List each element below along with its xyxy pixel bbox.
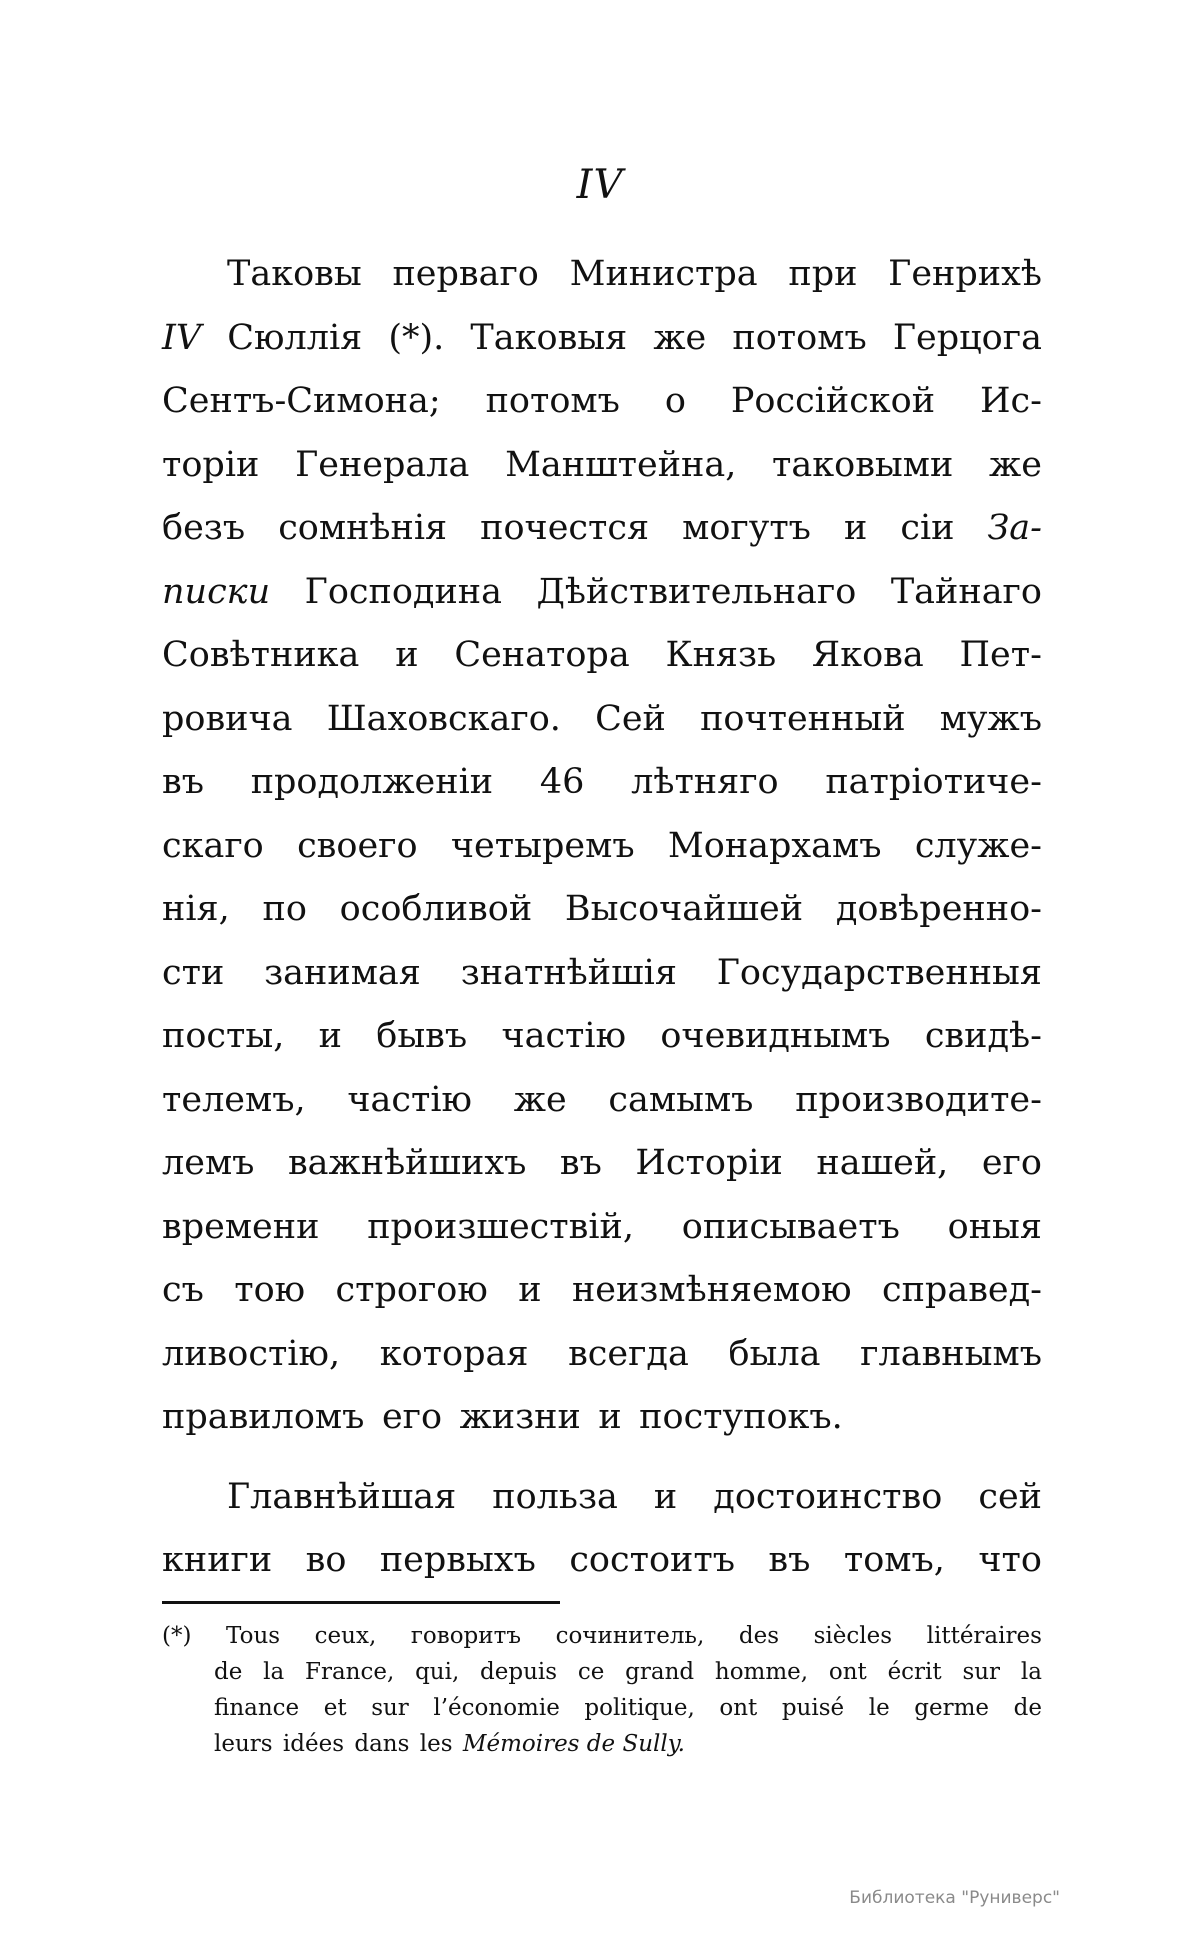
text-line	[162, 1259, 1042, 1323]
word: свидѣ-	[924, 1016, 1042, 1056]
word: de	[1013, 1695, 1042, 1721]
word: Тайнаго	[890, 571, 1042, 612]
word: Сей	[595, 698, 666, 739]
word: Князь	[665, 635, 777, 675]
word: жизни	[459, 1397, 581, 1437]
word: Главнѣйшая	[227, 1476, 457, 1517]
word: germe	[914, 1695, 990, 1721]
word: Исторіи	[635, 1143, 783, 1183]
text-line	[162, 624, 1042, 688]
word: говоритъ	[410, 1623, 521, 1649]
word: ont	[828, 1659, 867, 1685]
text-line	[162, 1386, 1042, 1450]
word: оныя	[947, 1206, 1042, 1247]
word: могутъ	[682, 508, 811, 548]
word: особливой	[339, 889, 533, 929]
text-line	[162, 561, 1042, 625]
word: Ис-	[980, 381, 1042, 421]
word: лемъ	[162, 1143, 255, 1183]
word: нашей,	[816, 1143, 949, 1183]
word: IV	[162, 317, 202, 358]
word: перваго	[392, 254, 539, 294]
word: томъ,	[843, 1540, 945, 1580]
word: при	[788, 254, 858, 294]
word: произшествій,	[367, 1206, 634, 1247]
word: Государственныя	[716, 952, 1042, 993]
word: Россійской	[730, 381, 936, 421]
word: сей	[978, 1476, 1042, 1517]
text-line	[162, 1005, 1042, 1069]
word: сомнѣнія	[278, 508, 448, 548]
word: politique,	[584, 1695, 695, 1721]
word: leurs	[214, 1731, 273, 1757]
word: довѣренно-	[835, 889, 1042, 929]
word: своего	[297, 825, 418, 866]
word: и	[395, 635, 419, 675]
word: сіи	[900, 508, 955, 548]
text-line	[162, 1196, 1042, 1260]
word: почтенный	[700, 698, 906, 739]
word: Сентъ-Симона;	[162, 381, 441, 421]
text-line	[162, 1529, 1042, 1593]
footnote-line	[162, 1690, 1042, 1726]
word: ливостію,	[162, 1333, 341, 1374]
word: homme,	[714, 1659, 809, 1685]
book-title: Mémoires de Sully.	[462, 1731, 685, 1757]
word: важнѣйшихъ	[287, 1143, 527, 1183]
text-line	[162, 815, 1042, 879]
word: писки	[162, 571, 271, 612]
main-text	[162, 243, 1042, 1593]
text-line	[162, 497, 1042, 561]
word: о	[664, 381, 686, 421]
word: времени	[162, 1206, 320, 1247]
word: лѣтняго	[631, 762, 779, 802]
word: Манштейна,	[505, 444, 737, 485]
word: въ	[162, 762, 204, 802]
text-line	[162, 1132, 1042, 1196]
word: телемъ,	[162, 1079, 306, 1120]
text-line	[162, 688, 1042, 752]
word: во	[305, 1540, 347, 1580]
word: dans	[354, 1731, 410, 1757]
word: занимая	[264, 952, 421, 993]
word: Дѣйствительнаго	[536, 571, 857, 612]
word: les	[419, 1731, 453, 1757]
word: правиломъ	[162, 1397, 365, 1437]
footnote-line	[162, 1654, 1042, 1690]
word: Сенатора	[454, 635, 630, 675]
footnote-line	[162, 1618, 1042, 1654]
word: неизмѣняемою	[571, 1270, 852, 1310]
word: l’économie	[433, 1695, 560, 1721]
word: главнымъ	[860, 1333, 1042, 1374]
word: книги	[162, 1540, 273, 1580]
word: littéraires	[926, 1623, 1042, 1649]
word: idées	[282, 1731, 345, 1757]
word: потомъ	[485, 381, 620, 421]
page-number: IV	[576, 162, 624, 208]
word: патріотиче-	[825, 762, 1042, 802]
word: Сюллія	[227, 317, 363, 358]
word: (*).	[388, 317, 445, 358]
word: Совѣтника	[162, 635, 360, 675]
word: ceux,	[314, 1623, 377, 1649]
word: ровича	[162, 698, 293, 739]
word: безъ	[162, 508, 246, 548]
text-line	[162, 370, 1042, 434]
word: его	[981, 1143, 1042, 1183]
word: Пет-	[959, 635, 1042, 675]
word: le	[868, 1695, 890, 1721]
word: описываетъ	[681, 1206, 900, 1247]
text-line	[162, 942, 1042, 1006]
word: польза	[492, 1476, 618, 1517]
word: Таковы	[227, 254, 362, 294]
text-line	[162, 243, 1042, 307]
word: и	[318, 1016, 342, 1056]
word: Господина	[304, 571, 502, 612]
word: первыхъ	[379, 1540, 536, 1580]
word: же	[513, 1079, 567, 1120]
word: почестся	[480, 508, 650, 548]
word: бывъ	[376, 1016, 468, 1056]
word: торіи	[162, 444, 260, 485]
word: Министра	[569, 254, 758, 294]
footnote	[162, 1618, 1042, 1762]
word: строгою	[335, 1270, 488, 1310]
word: потомъ	[732, 317, 867, 358]
footnote-marker: (*)	[162, 1623, 192, 1649]
text-line	[162, 1323, 1042, 1387]
word: de	[214, 1659, 243, 1685]
word: qui,	[415, 1659, 460, 1685]
word: Генрихѣ	[888, 254, 1042, 294]
text-line	[162, 751, 1042, 815]
word: puisé	[781, 1695, 845, 1721]
word: нія,	[162, 889, 230, 929]
word: справед-	[882, 1270, 1042, 1310]
word: состоитъ	[569, 1540, 735, 1580]
word: и	[598, 1397, 622, 1437]
word: des	[738, 1623, 779, 1649]
word: въ	[559, 1143, 602, 1183]
word: же	[989, 444, 1042, 485]
text-line	[162, 434, 1042, 498]
word: которая	[379, 1333, 529, 1374]
paragraph-gap	[162, 1450, 1042, 1466]
word: тою	[234, 1270, 306, 1310]
word: и	[518, 1270, 542, 1310]
word: За-	[987, 508, 1042, 548]
word: sur	[962, 1659, 1001, 1685]
word: Якова	[811, 635, 924, 675]
word: finance	[214, 1695, 300, 1721]
word: частію	[347, 1079, 473, 1120]
word: производите-	[795, 1079, 1042, 1120]
word: знатнѣйшія	[460, 952, 677, 993]
word: скаго	[162, 825, 264, 866]
word: sur	[371, 1695, 409, 1721]
word: служе-	[914, 825, 1042, 866]
word: и	[843, 508, 868, 548]
word: la	[263, 1659, 285, 1685]
word: что	[978, 1540, 1042, 1580]
word: самымъ	[608, 1079, 754, 1120]
word: Таковыя	[470, 317, 628, 358]
footnote-divider	[162, 1601, 560, 1604]
word: сти	[162, 952, 225, 993]
text-line	[162, 307, 1042, 371]
word: grand	[625, 1659, 695, 1685]
word: частію	[501, 1016, 627, 1056]
word: поступокъ.	[639, 1397, 843, 1437]
word: la	[1020, 1659, 1042, 1685]
footnote-line	[162, 1726, 1042, 1762]
word: очевиднымъ	[660, 1016, 891, 1056]
word: его	[381, 1397, 443, 1437]
word: достоинство	[713, 1476, 943, 1517]
word: сочинитель,	[555, 1623, 705, 1649]
word: Монархамъ	[667, 825, 882, 866]
word: 46	[539, 762, 585, 802]
word: ce	[577, 1659, 605, 1685]
word: продолженіи	[250, 762, 494, 802]
word: была	[728, 1333, 821, 1374]
word: четыремъ	[450, 825, 635, 866]
library-watermark: Библиотека "Руниверс"	[849, 1888, 1060, 1908]
word: Шаховскаго.	[326, 698, 561, 739]
word: ont	[719, 1695, 758, 1721]
word: съ	[162, 1270, 204, 1310]
word: мужъ	[939, 698, 1042, 739]
word: посты,	[162, 1016, 285, 1056]
text-line	[162, 1069, 1042, 1133]
word: Высочайшей	[564, 889, 804, 929]
word: и	[653, 1476, 678, 1517]
word: écrit	[887, 1659, 942, 1685]
word: Tous	[226, 1623, 281, 1649]
word: всегда	[568, 1333, 689, 1374]
text-line	[162, 1466, 1042, 1530]
text-line	[162, 878, 1042, 942]
word: же	[653, 317, 707, 358]
word: depuis	[480, 1659, 558, 1685]
word: Герцога	[892, 317, 1042, 358]
word: въ	[768, 1540, 811, 1580]
word: siècles	[813, 1623, 893, 1649]
word: таковыми	[772, 444, 954, 485]
word: Генерала	[295, 444, 470, 485]
word: France,	[304, 1659, 395, 1685]
word: по	[262, 889, 307, 929]
word: et	[323, 1695, 347, 1721]
